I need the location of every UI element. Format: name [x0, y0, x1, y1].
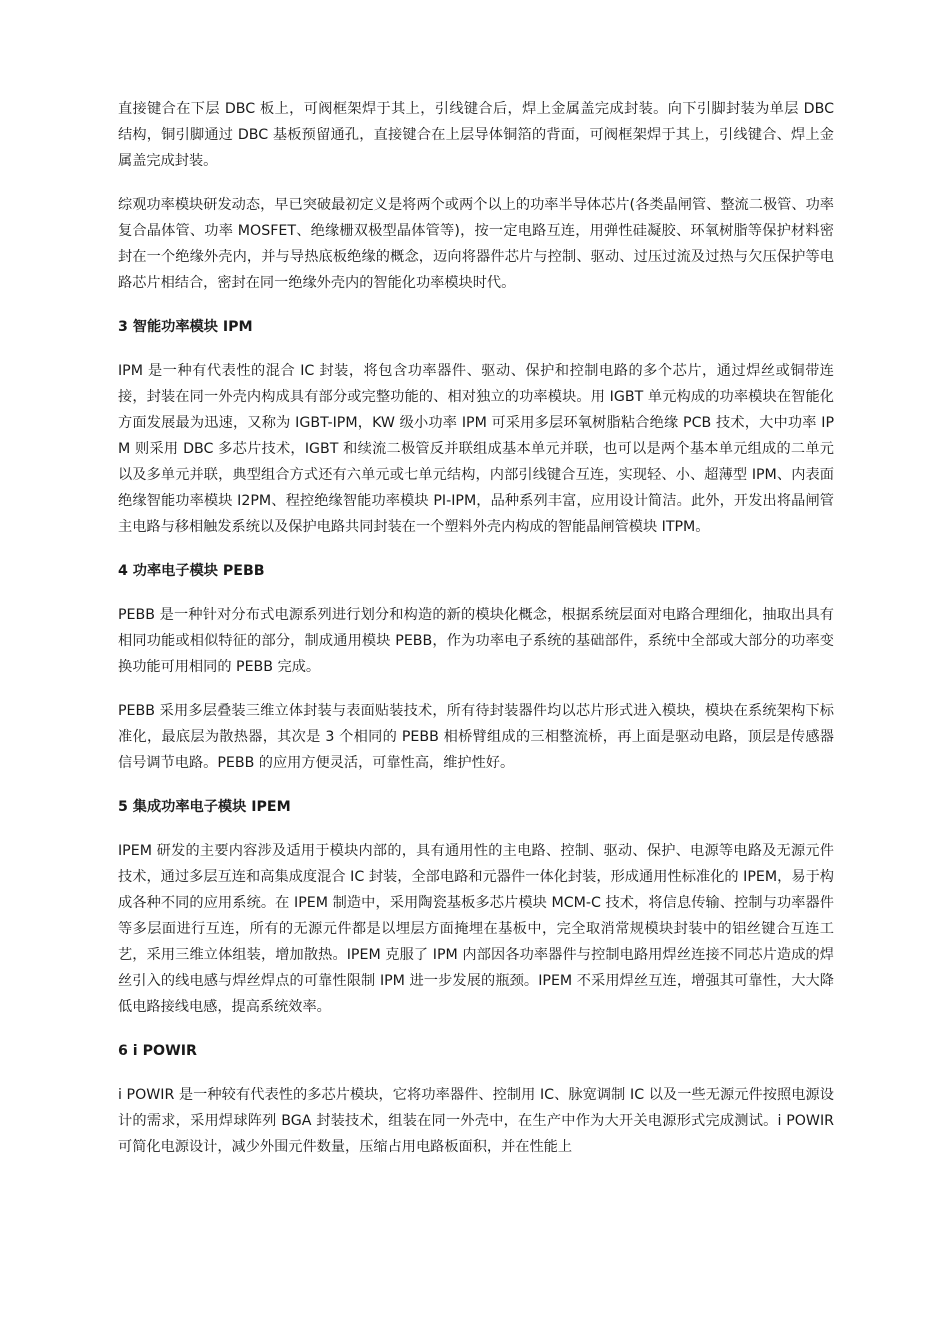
paragraph-ipem: IPEM 研发的主要内容涉及适用于模块内部的，具有通用性的主电路、控制、驱动、保护、电源等电路及无源元件技术，通过多层互连和高集成度混合 IC 封装，全部电路和元器件一体化封装，形成通用性标准化的 IPEM，易于构成各种不同的应用系统。在 IPEM 制造中，采用陶瓷基板多芯片模块 MCM-C 技术，将信息传输、控制与功率器件等多层面进行互连，所有的无源元件都是以埋层方面掩埋在基板中，完全取消常规模块封装中的铝丝键合互连工艺，采用三维立体组装，增加散热。IPEM 克服了 IPM 内部因各功率器件与控制电路用焊丝连接不同芯片造成的焊丝引入的线电感与焊丝焊点的可靠性限制 IPM 进一步发展的瓶颈。IPEM 不采用焊丝互连，增强其可靠性，大大降低电路接线电感，提高系统效率。 [118, 843, 834, 1015]
paragraph-pebb-concept: PEBB 是一种针对分布式电源系列进行划分和构造的新的模块化概念，根据系统层面对电路合理细化，抽取出具有相同功能或相似特征的部分，制成通用模块 PEBB，作为功率电子系统的基础部件，系统中全部或大部分的功率变换功能可用相同的 PEBB 完成。 [118, 607, 834, 675]
spacer [118, 820, 834, 838]
paragraph-ipm: IPM 是一种有代表性的混合 IC 封装，将包含功率器件、驱动、保护和控制电路的多个芯片，通过焊丝或铜带连接，封装在同一外壳内构成具有部分或完整功能的、相对独立的功率模块。用 IGBT 单元构成的功率模块在智能化方面发展最为迅速，又称为 IGBT-IPM，KW 级小功率 IPM 可采用多层环氧树脂粘合绝缘 PCB 技术，大中功率 IPM 则采用 DBC 多芯片技术，IGBT 和续流二极管反并联组成基本单元并联，也可以是两个基本单元组成的二单元以及多单元并联，典型组合方式还有六单元或七单元结构，内部引线键合互连，实现轻、小、超薄型 IPM、内表面绝缘智能功率模块 I2PM、程控绝缘智能功率模块 PI-IPM，品种系列丰富，应用设计简洁。此外，开发出将晶闸管主电路与移相触发系统以及保护电路共同封装在一个塑料外壳内构成的智能晶闸管模块 ITPM。 [118, 363, 834, 535]
section-heading-ipm: 3 智能功率模块 IPM [118, 319, 253, 335]
spacer [118, 340, 834, 358]
spacer [118, 540, 834, 558]
section-heading-pebb: 4 功率电子模块 PEBB [118, 563, 265, 579]
section-heading-ipem: 5 集成功率电子模块 IPEM [118, 799, 291, 815]
spacer [118, 296, 834, 314]
paragraph-dbc-packaging: 直接键合在下层 DBC 板上，可阀框架焊于其上，引线键合后，焊上金属盖完成封装。向下引脚封装为单层 DBC 结构，铜引脚通过 DBC 基板预留通孔，直接键合在上层导体铜箔的背面，可阀框架焊于其上，引线键合、焊上金属盖完成封装。 [118, 101, 834, 169]
spacer [118, 1020, 834, 1038]
spacer [118, 680, 834, 698]
spacer [118, 1064, 834, 1082]
document-page [118, 96, 834, 1160]
spacer [118, 776, 834, 794]
paragraph-power-module-trends: 综观功率模块研发动态，早已突破最初定义是将两个或两个以上的功率半导体芯片(各类晶闸管、整流二极管、功率复合晶体管、功率 MOSFET、绝缘栅双极型晶体管等)，按一定电路互连，用弹性硅凝胶、环氧树脂等保护材料密封在一个绝缘外壳内，并与导热底板绝缘的概念，迈向将器件芯片与控制、驱动、过压过流及过热与欠压保护等电路芯片相结合，密封在同一绝缘外壳内的智能化功率模块时代。 [118, 197, 834, 291]
spacer [118, 584, 834, 602]
paragraph-pebb-structure: PEBB 采用多层叠装三维立体封装与表面贴装技术，所有待封装器件均以芯片形式进入模块，模块在系统架构下标准化，最底层为散热器，其次是 3 个相同的 PEBB 相桥臂组成的三相整流桥，再上面是驱动电路，顶层是传感器信号调节电路。PEBB 的应用方便灵活，可靠性高，维护性好。 [118, 703, 834, 771]
paragraph-ipowir: i POWIR 是一种较有代表性的多芯片模块，它将功率器件、控制用 IC、脉宽调制 IC 以及一些无源元件按照电源设计的需求，采用焊球阵列 BGA 封装技术，组装在同一外壳中，在生产中作为大开关电源形式完成测试。i POWIR 可简化电源设计，减少外围元件数量，压缩占用电路板面积，并在性能上 [118, 1087, 834, 1155]
spacer [118, 174, 834, 192]
section-heading-ipowir: 6 i POWIR [118, 1043, 197, 1059]
